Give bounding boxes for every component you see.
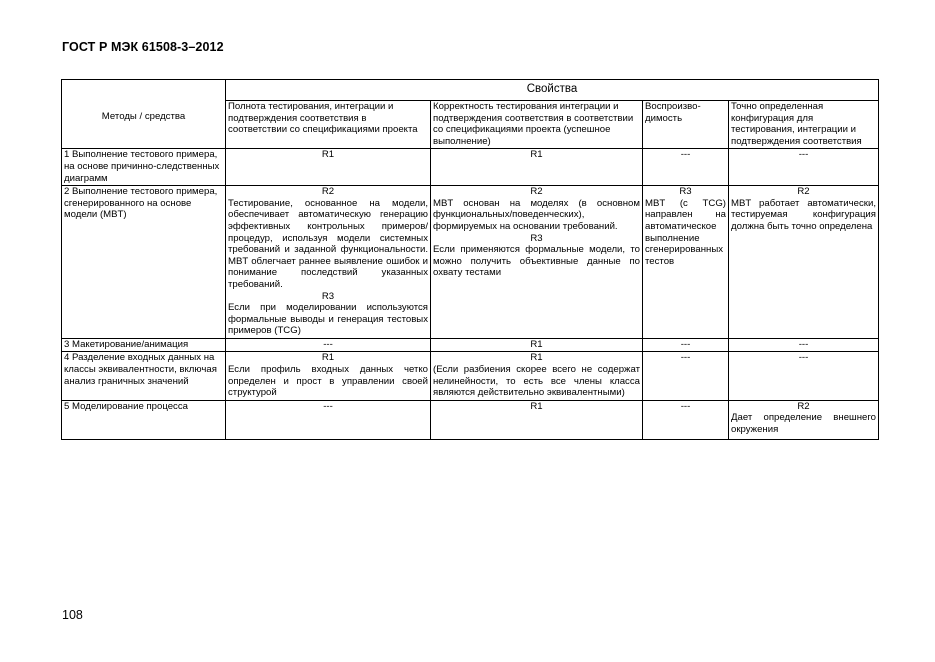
rating-cell	[643, 400, 729, 439]
rating: R3	[530, 232, 543, 244]
column-header-configuration: Точно определенная конфигурация для тестирования, интеграции и подтверждения соответствия	[729, 101, 879, 149]
method-cell: 2 Выполнение тестового примера, сгенерированного на основе модели (MBT)	[62, 186, 226, 339]
properties-header: Свойства	[226, 80, 879, 101]
column-header-completeness: Полнота тестирования, интеграции и подтверждения соответствия в соответствии со спецификациями проекта	[226, 101, 431, 149]
rating-note: (Если разбиения скорее всего не содержат нелинейности, то есть все члены класса являются действительно эквивалентными)	[433, 364, 640, 399]
column-header-reproducibility-part1: Воспроизво-	[645, 101, 701, 112]
rating-cell	[643, 338, 729, 352]
rating-note: Тестирование, основанное на модели, обеспечивает автоматическую генерацию эффективных контрольных примеров/процедур, используя модели системных требований и заданной функциональности. MBT облегчает раннее выявление ошибок и понимание последствий указанных требований.	[228, 197, 428, 290]
rating-cell	[643, 352, 729, 400]
rating: ---	[323, 338, 333, 350]
rating-cell	[729, 338, 879, 352]
rating-note: MBT работает автоматически, тестируемая конфигурация должна быть точно определена	[731, 197, 876, 232]
rating: R1	[530, 352, 543, 364]
method-cell: 1 Выполнение тестового примера, на основе причинно-следственных диаграмм	[62, 149, 226, 186]
rating: R2	[797, 186, 810, 198]
rating: R1	[530, 338, 543, 350]
column-header-reproducibility	[643, 101, 729, 149]
table-row	[62, 149, 879, 186]
rating-cell	[729, 149, 879, 186]
rating: ---	[680, 352, 691, 364]
column-header-correctness: Корректность тестирования интеграции и подтверждения соответствия в соответствии со спецификациями проекта (успешное выполнение)	[431, 101, 643, 149]
methods-header: Методы / средства	[62, 80, 226, 149]
rating: R3	[321, 290, 335, 302]
rating-cell	[226, 149, 431, 186]
table-row	[62, 338, 879, 352]
table-row	[62, 352, 879, 400]
rating: R1	[321, 352, 335, 364]
page-number: 108	[62, 608, 83, 622]
rating: R1	[321, 149, 335, 161]
table-row	[62, 186, 879, 339]
rating: R3	[679, 186, 692, 198]
rating-cell	[643, 186, 729, 339]
rating-cell	[643, 149, 729, 186]
rating-note: Если при моделировании используются формальные выводы и генерация тестовых примеров (TCG)	[228, 302, 428, 337]
rating-cell	[226, 400, 431, 439]
rating: ---	[798, 338, 809, 350]
rating-note: MBT (с TCG) направлен на автоматическое выполнение сгенерированных тестов	[645, 197, 726, 267]
rating: ---	[680, 338, 691, 350]
rating: R1	[530, 400, 543, 412]
method-cell: 5 Моделирование процесса	[62, 400, 226, 439]
table-row	[62, 400, 879, 439]
rating-note: MBT основан на моделях (в основном функциональных/поведенческих), формируемых на основании требований.	[433, 197, 640, 232]
rating: R2	[321, 186, 335, 198]
rating-cell	[226, 352, 431, 400]
rating-cell	[226, 338, 431, 352]
rating-cell	[431, 338, 643, 352]
standard-title: ГОСТ Р МЭК 61508-3–2012	[62, 40, 224, 54]
rating-cell	[431, 149, 643, 186]
column-header-reproducibility-part2: димость	[645, 112, 683, 124]
method-cell: 3 Макетирование/анимация	[62, 338, 226, 352]
rating-cell	[431, 186, 643, 339]
method-cell: 4 Разделение входных данных на классы эквивалентности, включая анализ граничных значений	[62, 352, 226, 400]
rating-cell	[431, 352, 643, 400]
properties-table	[61, 79, 879, 440]
rating: ---	[798, 149, 809, 161]
rating: ---	[323, 400, 333, 412]
rating: ---	[798, 352, 809, 364]
rating-cell	[729, 186, 879, 339]
rating: ---	[680, 149, 691, 161]
rating-cell	[431, 400, 643, 439]
rating-note: Если применяются формальные модели, то можно получить объективные данные по охвату тестами	[433, 244, 640, 279]
rating-cell	[226, 186, 431, 339]
rating: R2	[530, 186, 543, 198]
rating: R2	[797, 400, 810, 412]
rating-note: Дает определение внешнего окружения	[731, 412, 876, 436]
rating-cell	[729, 400, 879, 439]
rating-cell	[729, 352, 879, 400]
rating: ---	[680, 400, 691, 412]
rating: R1	[530, 149, 543, 161]
rating-note: Если профиль входных данных четко определен и прост в управлении своей структурой	[228, 364, 428, 399]
table-header-row	[62, 80, 879, 101]
